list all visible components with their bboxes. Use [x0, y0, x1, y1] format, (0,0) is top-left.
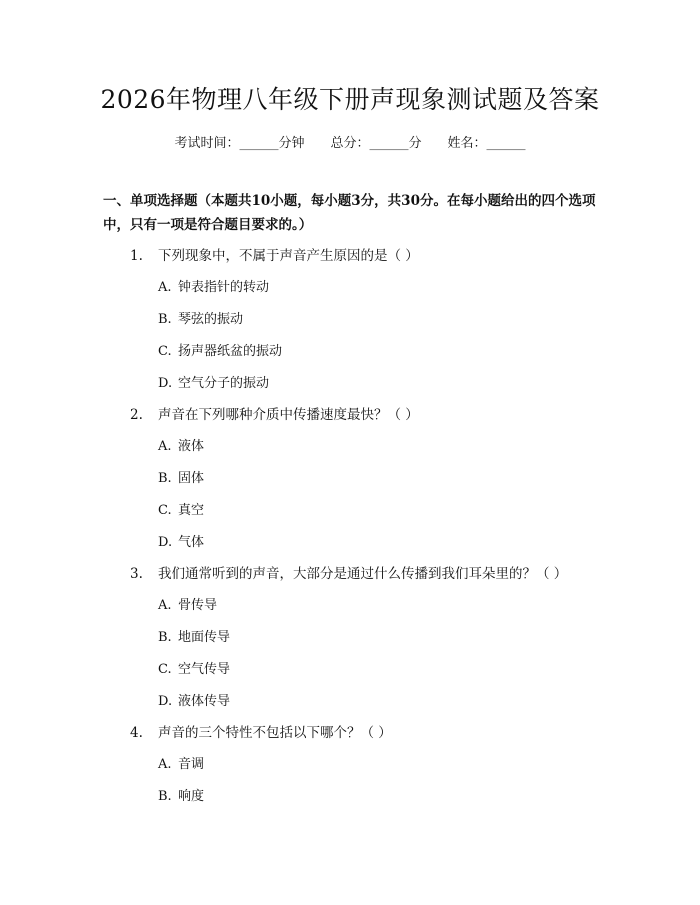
option-letter: C. [158, 662, 172, 677]
option-2c [158, 499, 204, 518]
question-number: 2. [130, 407, 143, 423]
option-letter: B. [158, 789, 172, 804]
option-text: 骨传导 [178, 598, 218, 613]
exam-time-field: 考试时间：______分钟 [174, 136, 305, 151]
option-letter: C. [158, 503, 172, 518]
question-number: 4. [130, 725, 143, 741]
total-score-field: 总分：______分 [330, 136, 422, 151]
option-text: 琴弦的振动 [178, 312, 244, 327]
option-text: 液体传导 [178, 694, 231, 709]
question-4 [130, 721, 392, 741]
option-letter: A. [158, 439, 172, 454]
question-text: 我们通常听到的声音，大部分是通过什么传播到我们耳朵里的？（ ） [158, 566, 568, 582]
option-text: 气体 [178, 535, 205, 550]
option-letter: B. [158, 471, 172, 486]
name-field: 姓名：______ [447, 136, 526, 151]
option-letter: A. [158, 598, 172, 613]
option-1a [158, 276, 269, 295]
question-3 [130, 562, 567, 582]
question-text: 声音在下列哪种介质中传播速度最快？（ ） [158, 407, 419, 423]
section-heading: 一、单项选择题（本题共10小题，每小题3分，共30分。在每小题给出的四个选项中，只有一项是符合题目要求的。） [103, 193, 596, 233]
option-4b [158, 785, 204, 804]
option-text: 钟表指针的转动 [178, 280, 270, 295]
option-letter: A. [158, 757, 172, 772]
option-text: 响度 [178, 789, 205, 804]
option-4a [158, 753, 204, 772]
option-letter: B. [158, 312, 172, 327]
option-text: 固体 [178, 471, 205, 486]
option-letter: D. [158, 694, 173, 709]
option-text: 液体 [178, 439, 205, 454]
question-2 [130, 403, 419, 423]
option-letter: A. [158, 280, 172, 295]
option-2a [158, 435, 204, 454]
page-title: 2026年物理八年级下册声现象测试题及答案 [100, 85, 600, 114]
option-text: 地面传导 [178, 630, 231, 645]
option-3c [158, 658, 230, 677]
option-1c [158, 340, 282, 359]
option-3a [158, 594, 217, 613]
option-text: 空气传导 [178, 662, 231, 677]
option-text: 扬声器纸盆的振动 [178, 344, 283, 359]
question-number: 3. [130, 566, 143, 582]
question-1 [130, 244, 419, 264]
option-3b [158, 626, 230, 645]
option-2d [158, 531, 204, 550]
option-letter: D. [158, 535, 173, 550]
option-1b [158, 308, 243, 327]
option-text: 真空 [178, 503, 205, 518]
option-letter: C. [158, 344, 172, 359]
option-letter: D. [158, 376, 173, 391]
option-text: 音调 [178, 757, 205, 772]
option-text: 空气分子的振动 [178, 376, 270, 391]
option-1d [158, 372, 269, 391]
exam-meta [0, 132, 700, 151]
option-3d [158, 690, 230, 709]
option-letter: B. [158, 630, 172, 645]
question-text: 声音的三个特性不包括以下哪个？（ ） [158, 725, 392, 741]
question-number: 1. [130, 248, 143, 264]
option-2b [158, 467, 204, 486]
question-text: 下列现象中，不属于声音产生原因的是（ ） [158, 248, 419, 264]
